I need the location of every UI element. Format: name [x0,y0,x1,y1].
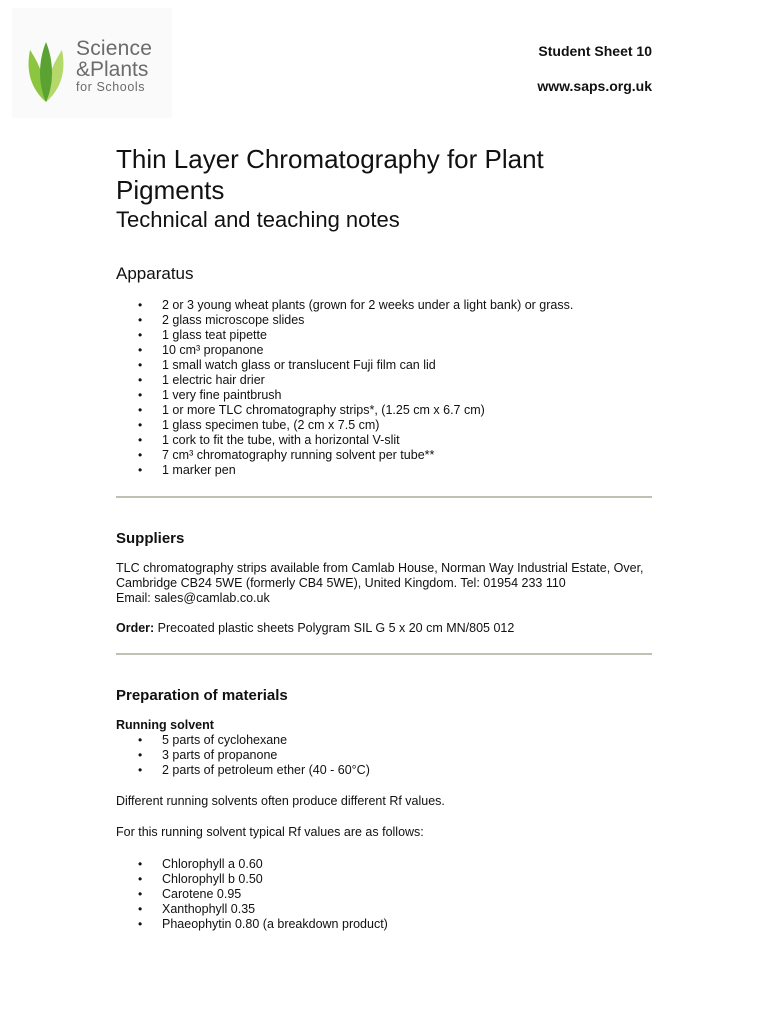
apparatus-item: • 7 cm³ chromatography running solvent per tube** [138,448,652,463]
apparatus-item: • 1 marker pen [138,463,652,478]
sheet-label: Student Sheet 10 [538,43,652,59]
apparatus-heading: Apparatus [116,264,194,283]
suppliers-text: TLC chromatography strips available from Camlab House, Norman Way Industrial Estate, Over, Cambridge CB24 5WE (formerly CB4 5WE), United Kingdom. Tel: 01954 233 110 [116,561,644,590]
leaf-logo-icon [24,40,68,104]
suppliers-heading: Suppliers [116,530,185,547]
section-divider [116,496,652,498]
apparatus-item: • 2 or 3 young wheat plants (grown for 2 weeks under a light bank) or grass. [138,298,652,313]
order-label: Order: [116,621,155,635]
logo-wordmark [76,38,152,94]
apparatus-item: • 1 glass teat pipette [138,328,652,343]
rf-value-item: • Carotene 0.95 [138,887,652,902]
rf-value-item: • Xanthophyll 0.35 [138,902,652,917]
rf-intro: For this running solvent typical Rf values are as follows: [116,825,424,839]
solvent-item: • 3 parts of propanone [138,748,652,763]
rf-values-list [116,857,652,932]
document-body [116,144,652,932]
website-url: www.saps.org.uk [537,78,652,94]
order-text: Precoated plastic sheets Polygram SIL G 5 x 20 cm MN/805 012 [154,621,515,635]
logo-line-3: for Schools [76,80,146,94]
apparatus-item: • 1 electric hair drier [138,373,652,388]
rf-value-item: • Chlorophyll a 0.60 [138,857,652,872]
rf-value-item: • Phaeophytin 0.80 (a breakdown product) [138,917,652,932]
apparatus-item: • 2 glass microscope slides [138,313,652,328]
solvent-item: • 2 parts of petroleum ether (40 - 60°C) [138,763,652,778]
apparatus-item: • 1 very fine paintbrush [138,388,652,403]
apparatus-item: • 1 or more TLC chromatography strips*, (1.25 cm x 6.7 cm) [138,403,652,418]
apparatus-item: • 1 glass specimen tube, (2 cm x 7.5 cm) [138,418,652,433]
solvent-list [116,733,652,778]
section-divider [116,653,652,655]
saps-logo [12,8,172,118]
apparatus-item: • 10 cm³ propanone [138,343,652,358]
logo-line-2: &Plants [76,58,149,81]
solvent-item: • 5 parts of cyclohexane [138,733,652,748]
page-title: Thin Layer Chromatography for Plant Pigments [116,144,544,205]
order-line [116,621,652,636]
suppliers-email: Email: sales@camlab.co.uk [116,591,270,605]
page-subtitle: Technical and teaching notes [116,207,400,232]
logo-line-1: Science [76,37,153,60]
preparation-heading: Preparation of materials [116,687,288,704]
apparatus-list [116,298,652,478]
running-solvent-heading: Running solvent [116,718,214,732]
solvent-note: Different running solvents often produce different Rf values. [116,794,445,808]
apparatus-item: • 1 small watch glass or translucent Fuji film can lid [138,358,652,373]
rf-value-item: • Chlorophyll b 0.50 [138,872,652,887]
apparatus-item: • 1 cork to fit the tube, with a horizontal V-slit [138,433,652,448]
